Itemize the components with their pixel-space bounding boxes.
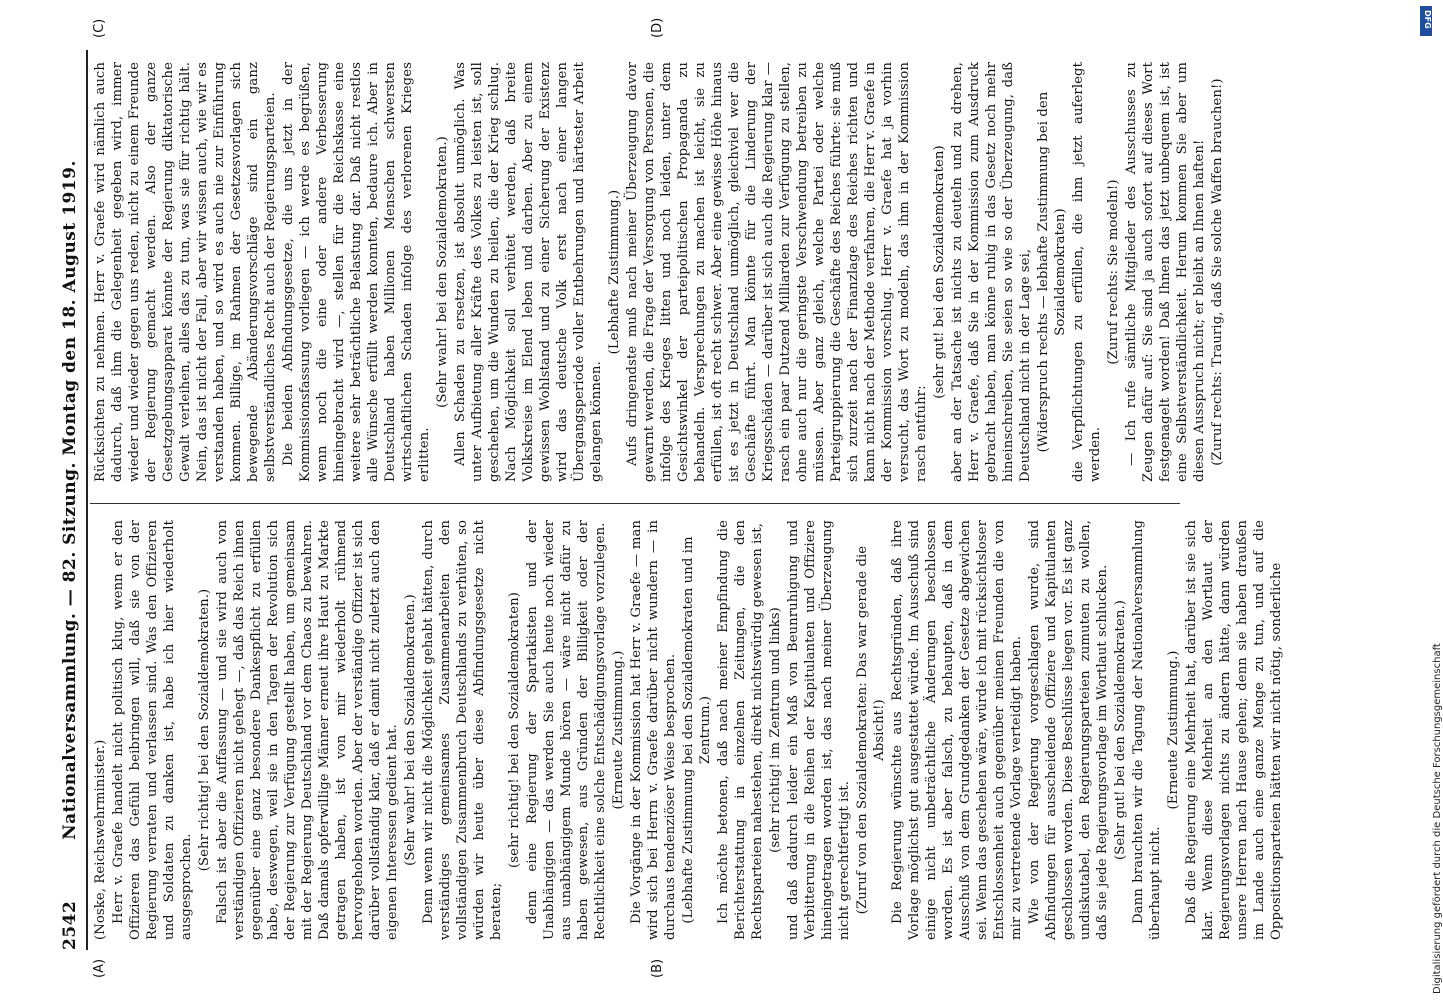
paragraph: Dann brauchten wir die Tagung der Nationalversammlung überhaupt nicht.	[1131, 520, 1163, 940]
paragraph: (Noske, Reichswehrminister.)	[93, 739, 108, 940]
margin-marker-a: (A)	[92, 958, 107, 978]
page-title: Nationalversammlung. — 82. Sitzung. Montag den 18. August 1919.	[60, 160, 80, 840]
page-number: 2542	[60, 900, 80, 950]
paragraph: und daß dadurch leider ein Maß von Beunruhigung und Verbitterung in die Reihen der Kapitulanten und Offiziere hineingetragen worden ist, das nach meiner Überzeugung nicht gerechtfertigt ist.	[786, 520, 852, 940]
paragraph: Die Regierung wünschte aus Rechtsgründen, daß ihre Vorlage möglichst gut ausgestattet würde. Im Ausschuß sind einige nicht unbeträchtliche Änderungen beschlossen worden. Es ist aber falsch, zu behaupten, daß in dem Ausschuß von dem Grundgedanken der Gesetze abgewichen sei. Wenn das geschehen wäre, würde ich mit rücksichtsloser Entschlossenheit auch gegenüber meinen Freunden die von mir zu vertretende Vorlage verteidigt haben.	[890, 520, 1024, 940]
paragraph: Aufs dringendste muß nach meiner Überzeugung davor gewarnt werden, die Frage der Versorgung von Personen, die infolge des Krieges litten und noch leiden, unter dem Gesichtswinkel der parteipolitischen Propaganda zu behandeln. Versprechungen zu machen ist leicht, sie zu erfüllen, ist oft recht schwer. Aber eine gewisse Höhe hinaus ist es jetzt in Deutschland unmöglich, gleichviel wer die Geschäfte führt. Man könnte für die Linderung der Kriegsschäden — darüber ist sich auch die Regierung klar — rasch ein paar Dutzend Milliarden zur Verfügung zu stellen, ohne auch nur die geringste Verschwendung betreiben zu müssen. Aber ganz gleich, welche Partei oder welche Parteigruppierung die Geschäfte des Reiches führte: sie muß sich zurzeit nach der Finanzlage des Reiches richten und kann nicht nach der Methode verfahren, die Herr v. Graefe in der Kommission vorschlug. Herr v. Graefe hat ja vorhin versucht, das Wort zu modeln, das ihm in der Kommission rasch entfuhr:	[625, 62, 929, 482]
left-column	[92, 520, 1284, 940]
interjection: (Zuruf von den Sozialdemokraten: Das war gerade die Absicht!)	[855, 545, 887, 915]
interjection: (Sehr richtig! bei den Sozialdemokraten.)	[197, 588, 212, 872]
margin-marker-c: (C)	[92, 18, 107, 38]
interjection: (Sehr gut! bei den Sozialdemokraten.)	[1113, 600, 1128, 860]
dfg-logo	[1420, 6, 1432, 36]
page-header	[58, 50, 84, 950]
interjection: (Zuruf rechts: Sie modeln!)	[1106, 179, 1121, 365]
paragraph: Die Vorgänge in der Kommission hat Herr v. Graefe — man wird sich bei Herrn v. Graefe darüber nicht wundern — in durchaus tendenziöser Weise besprochen.	[629, 520, 678, 940]
column-divider	[90, 503, 1180, 504]
interjection: (Erneute Zustimmung.)	[1166, 650, 1181, 810]
paragraph: Herr v. Graefe handelt nicht politisch klug, wenn er den Offizieren das Gefühl beibringen will, daß sie von der Regierung verraten und verlassen sind. Was den Offizieren und Soldaten zu danken ist, habe ich hier wiederholt ausgesprochen.	[111, 520, 194, 940]
interjection: (Lebhafte Zustimmung.)	[607, 189, 622, 355]
right-column	[92, 62, 1225, 482]
interjection: (Erneute Zustimmung.)	[611, 650, 626, 810]
paragraph: Ich möchte betonen, daß nach meiner Empfindung die Berichterstattung in einzelnen Zeitungen, die den Rechtsparteien nahestehen, direkt nichtswürdig gewesen ist,	[716, 520, 765, 940]
paragraph: Wie von der Regierung vorgeschlagen wurde, sind Abfindungen für ausscheidende Offiziere und Kapitulanten geschlossen worden. Diese Beschlüsse liegen vor. Es ist ganz undiskutabel, den Regierungsparteien zumuten zu wollen, daß sie jede Regierungsvorlage im Wortlaut schlucken.	[1027, 520, 1110, 940]
paragraph: Die beiden Abfindungsgesetze, die uns jetzt in der Kommissionsfassung vorliegen — ich werde es begrüßen, wenn noch die eine oder andere Verbesserung hineingebracht wird —, stellen für die Reichskasse eine weitere sehr beträchtliche Belastung dar. Daß nicht restlos alle Wünsche erfüllt werden konnten, bedaure ich. Aber in Deutschland haben Millionen Menschen schwersten wirtschaftlichen Schaden infolge des verlorenen Krieges erlitten.	[281, 62, 432, 482]
paragraph: aber an der Tatsache ist nichts zu deuteln und zu drehen, Herr v. Graefe, daß Sie in der Kommission zum Ausdruck gebracht haben, man könne ruhig in das Gesetz noch mehr hineinschreiben, Sie seien so wie so der Überzeugung, daß Deutschland nicht in der Lage sei,	[950, 62, 1033, 482]
interjection: (sehr richtig! im Zentrum und links)	[768, 607, 783, 853]
interjection: (Sehr wahr! bei den Sozialdemokraten.)	[403, 594, 418, 866]
interjection: (Widerspruch rechts — lebhafte Zustimmung bei den Sozialdemokraten)	[1036, 91, 1068, 453]
interjection: (Lebhafte Zustimmung bei den Sozialdemokraten und im Zentrum.)	[681, 536, 713, 924]
paragraph: Allen Schaden zu ersetzen, ist absolut unmöglich. Was unter Aufbietung aller Kräfte des Volkes zu leisten ist, soll geschehen, um die Wunden zu heilen, die der Krieg schlug. Nach Möglichkeit soll verhütet werden, daß breite Volkskreise im Elend leben und darben. Aber zu einem gewissen Wohlstand und zu einer Sicherung der Existenz wird das deutsche Volk erst nach einer langen Übergangsperiode voller Entbehrungen und härtester Arbeit gelangen können.	[453, 62, 604, 482]
interjection: (Zuruf rechts: Traurig, daß Sie solche Waffen brauchen!)	[1210, 78, 1225, 466]
paragraph: Rücksichten zu nehmen. Herr v. Graefe wird nämlich auch dadurch, daß ihm die Gelegenheit gegeben wird, immer wieder und wieder gegen uns reden, nicht zu einem Freunde der Regierung gemacht werden. Also der ganze Gesetzgebungsapparat könnte der Regierung diktatorische Gewalt verleihen, alles das zu tun, was sie für richtig hält. Nein, das ist nicht der Fall, aber wir wissen auch, wie wir es verstanden haben, und so wird es auch nie zur Einführung kommen. Billige, im Rahmen der Gesetzesvorlagen sich bewegende Abänderungsvorschläge sind ein ganz selbstverständliches Recht auch der Regierungsparteien.	[93, 62, 278, 482]
interjection: (sehr gut! bei den Sozialdemokraten)	[932, 145, 947, 399]
interjection: (Sehr wahr! bei den Sozialdemokraten.)	[435, 136, 450, 408]
paragraph: Falsch ist aber die Auffassung — und sie wird auch von verständigen Offizieren nicht gehegt —, daß das Reich ihnen gegenüber eine ganz besondere Dankespflicht zu erfüllen habe, deswegen, weil sie in den Tagen der Revolution sich der Regierung zur Verfügung gestellt haben, um gemeinsam mit der Regierung Deutschland vor dem Chaos zu bewahren. Daß damals opferwillige Männer erneut ihre Haut zu Markte getragen haben, ist von mir wiederholt rühmend hervorgehoben worden. Aber der verständige Offizier ist sich darüber vollständig klar, daß er damit nicht zuletzt auch den eigenen Interessen gedient hat.	[215, 520, 400, 940]
dfg-logo-text: DFG	[1423, 10, 1432, 29]
paragraph: Denn wenn wir nicht die Möglichkeit gehabt hätten, durch verständiges gemeinsames Zusammenarbeiten den vollständigen Zusammenbruch Deutschlands zu verhüten, so würden wir heute über diese Abfindungsgesetze nicht beraten;	[421, 520, 504, 940]
paragraph: — Ich rufe sämtliche Mitglieder des Ausschusses zu Zeugen dafür auf: Sie sind ja auch sofort auf dieses Wort festgenagelt worden! Daß Ihnen das jetzt unbequem ist, ist eine Selbstverständlichkeit. Herum kommen Sie aber um diesen Ausspruch nicht; er bleibt an Ihnen haften!	[1124, 62, 1207, 482]
digitization-credit: Digitalisierung gefördert durch die Deutsche Forschungsgemeinschaft	[1432, 643, 1443, 994]
margin-marker-d: (D)	[650, 17, 665, 38]
header-rule	[86, 50, 88, 950]
paragraph: die Verpflichtungen zu erfüllen, die ihm jetzt auferlegt werden.	[1071, 62, 1103, 482]
margin-marker-b: (B)	[650, 958, 665, 978]
paragraph: denn eine Regierung der Spartakisten und der Unabhängigen — das werden Sie auch heute noch wieder aus unabhängigem Munde hören — wäre nicht dafür zu haben gewesen, aus Gründen der Billigkeit oder der Rechtlichkeit eine solche Entschädigungsvorlage vorzulegen.	[525, 520, 608, 940]
paragraph: Daß die Regierung eine Mehrheit hat, darüber ist sie sich klar. Wenn diese Mehrheit an den Wortlaut der Regierungsvorlagen nichts zu ändern hätte, dann würden unsere Herren nach Hause gehen; denn sie haben draußen im Lande auch eine ganze Menge zu tun, und auf die Oppositionsparteien hätten wir nicht nötig, sonderliche	[1184, 520, 1284, 940]
interjection: (sehr richtig! bei den Sozialdemokraten)	[507, 592, 522, 868]
